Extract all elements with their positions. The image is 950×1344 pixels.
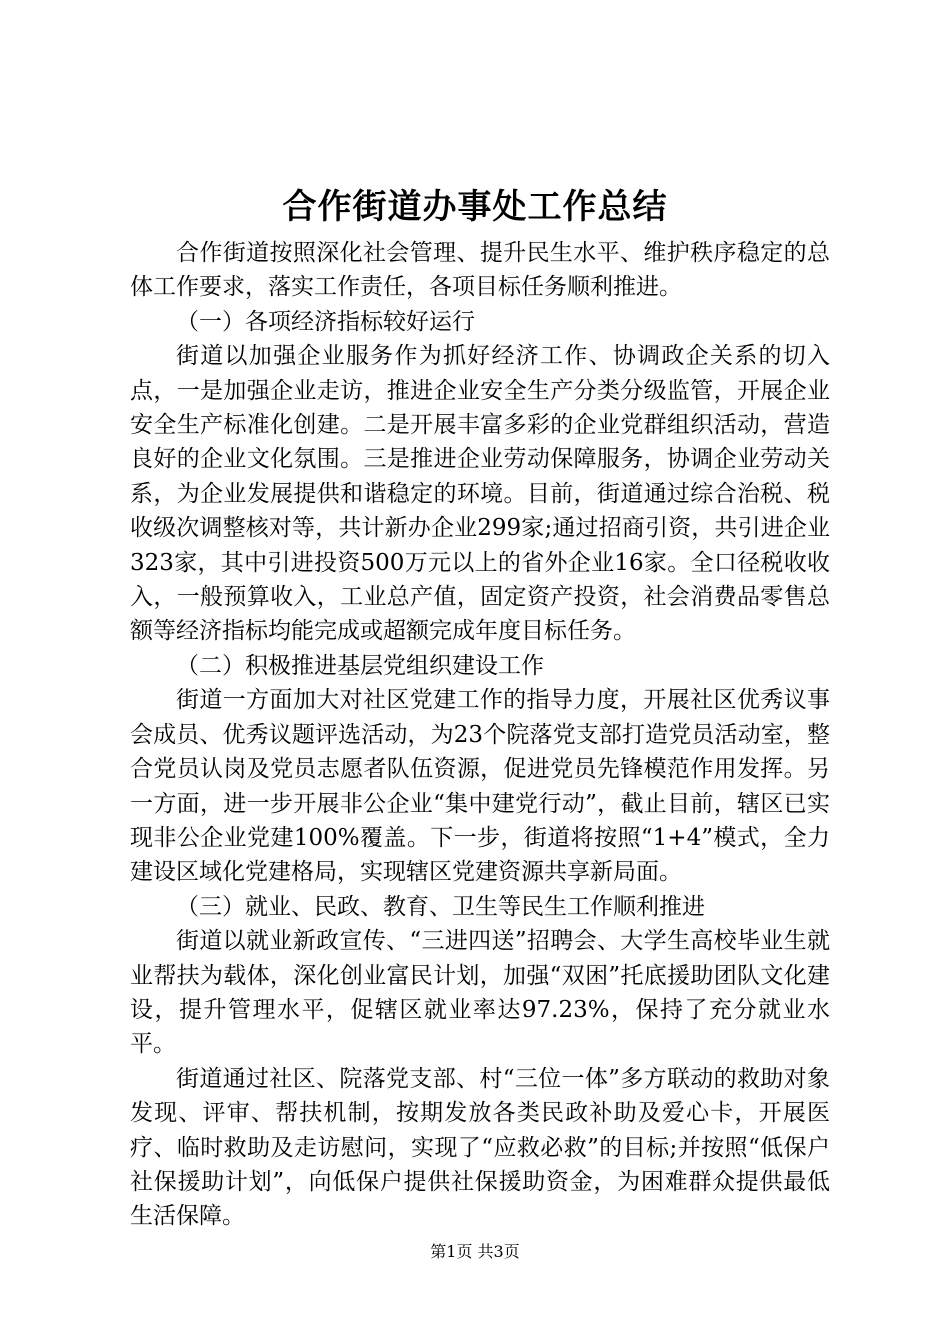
civil-affairs-paragraph: 街道通过社区、院落党支部、村“三位一体”多方联动的救助对象发现、评审、帮扶机制，按期发放各类民政补助及爱心卡，开展医疗、临时救助及走访慰问，实现了“应救必救”的目标;并按照“低保户社保援助计划”，向低保户提供社保援助资金，为困难群众提供最低生活保障。 [130, 1065, 830, 1230]
document-body [130, 236, 830, 1234]
economy-paragraph: 街道以加强企业服务作为抓好经济工作、协调政企关系的切入点，一是加强企业走访，推进企业安全生产分类分级监管，开展企业安全生产标准化创建。二是开展丰富多彩的企业党群组织活动，营造良好的企业文化氛围。三是推进企业劳动保障服务，协调企业劳动关系，为企业发展提供和谐稳定的环境。目前，街道通过综合治税、税收级次调整核对等，共计新办企业299家;通过招商引资，共引进企业323家，其中引进投资500万元以上的省外企业16家。全口径税收收入，一般预算收入，工业总产值，固定资产投资，社会消费品零售总额等经济指标均能完成或超额完成年度目标任务。 [130, 343, 830, 645]
section-heading-livelihood: （三）就业、民政、教育、卫生等民生工作顺利推进 [176, 893, 705, 920]
page-footer: 第1页 共3页 [430, 1242, 520, 1261]
party-paragraph: 街道一方面加大对社区党建工作的指导力度，开展社区优秀议事会成员、优秀议题评选活动，为23个院落党支部打造党员活动室，整合党员认岗及党员志愿者队伍资源，促进党员先锋模范作用发挥。另一方面，进一步开展非公企业“集中建党行动”，截止目前，辖区已实现非公企业党建100%覆盖。下一步，街道将按照“1+4”模式，全力建设区域化党建格局，实现辖区党建资源共享新局面。 [130, 687, 830, 886]
document-title: 合作街道办事处工作总结 [282, 187, 668, 227]
employment-paragraph: 街道以就业新政宣传、“三进四送”招聘会、大学生高校毕业生就业帮扶为载体，深化创业富民计划，加强“双困”托底援助团队文化建设，提升管理水平，促辖区就业率达97.23%，保持了充分就业水平。 [130, 928, 830, 1058]
section-heading-economy: （一）各项经济指标较好运行 [176, 308, 475, 335]
section-heading-party: （二）积极推进基层党组织建设工作 [176, 652, 544, 679]
intro-paragraph: 合作街道按照深化社会管理、提升民生水平、维护秩序稳定的总体工作要求，落实工作责任，各项目标任务顺利推进。 [130, 240, 830, 301]
